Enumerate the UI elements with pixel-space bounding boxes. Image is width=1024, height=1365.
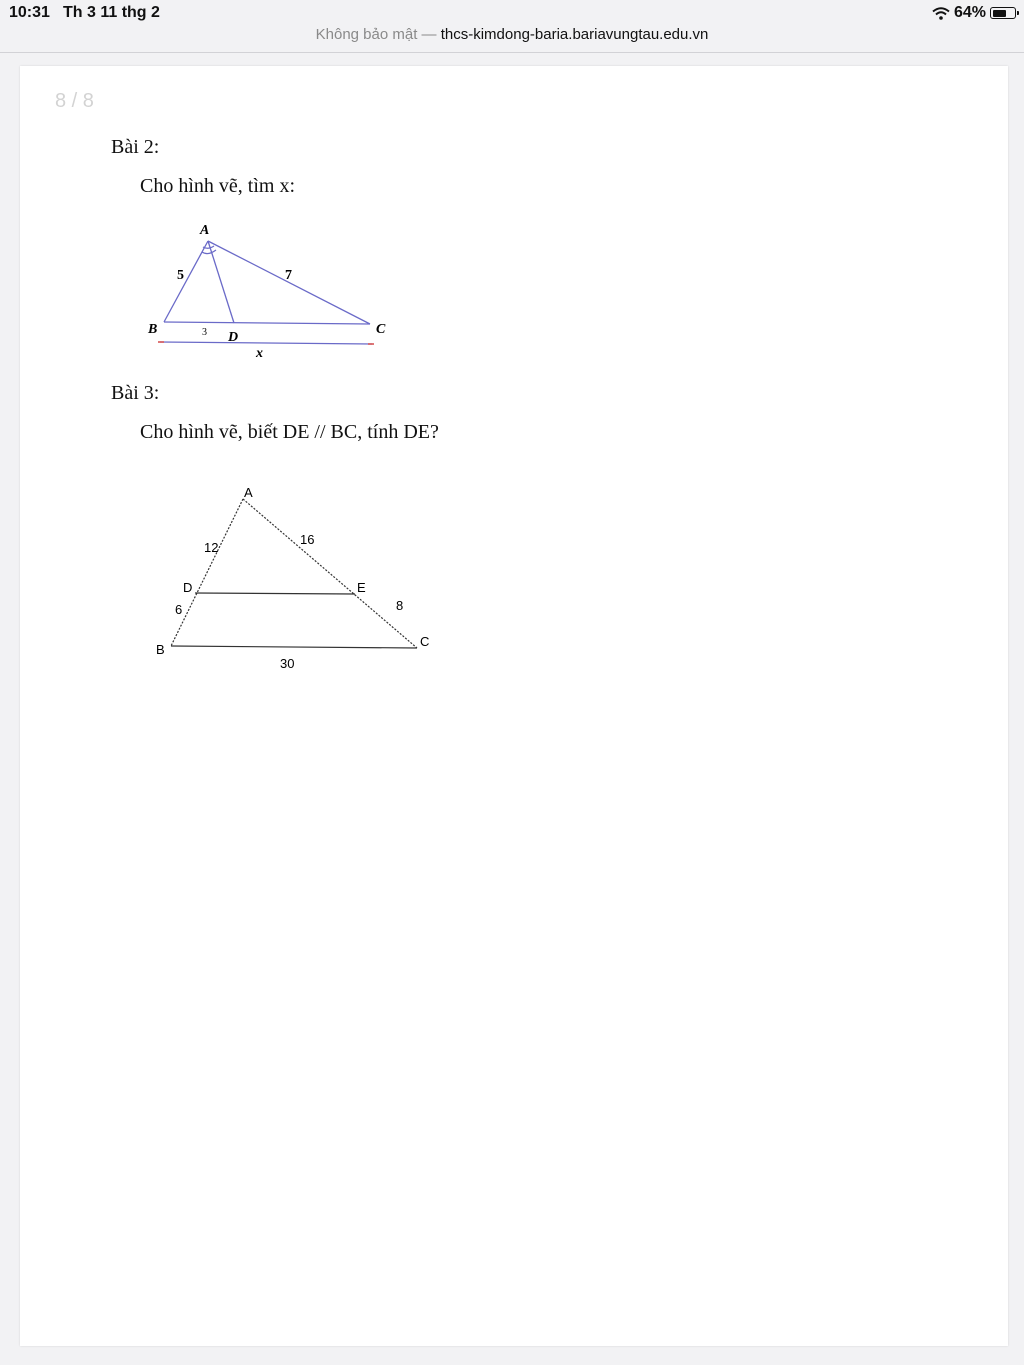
page-counter: 8 / 8 — [55, 90, 94, 112]
label-c: C — [420, 634, 430, 649]
exercise2-figure — [140, 216, 400, 366]
exercise3-figure — [150, 476, 450, 676]
label-bc: 30 — [280, 656, 295, 671]
label-ae: 16 — [300, 532, 315, 547]
label-a: A — [244, 485, 253, 500]
segment-bc — [164, 322, 370, 324]
segment-ab — [164, 241, 208, 322]
segment-ad — [208, 241, 234, 323]
segment-de — [195, 593, 355, 594]
wifi-icon — [932, 7, 950, 20]
status-bar — [0, 0, 1024, 26]
label-ac: 7 — [285, 268, 292, 283]
label-c: C — [376, 322, 386, 337]
security-label: Không bảo mật — [315, 26, 418, 43]
label-ec: 8 — [396, 598, 404, 613]
angle-mark-1 — [202, 250, 216, 254]
label-b: B — [156, 642, 165, 657]
battery-icon — [990, 7, 1016, 19]
label-a: A — [200, 223, 210, 238]
address-bar[interactable] — [0, 26, 1024, 50]
label-ab: 5 — [177, 268, 184, 283]
status-time: 10:31 — [9, 4, 50, 21]
label-b: B — [148, 322, 158, 337]
exercise2-heading: Bài 2: — [111, 136, 160, 158]
label-db: 6 — [175, 602, 183, 617]
measure-line — [160, 342, 372, 344]
battery-percentage: 64% — [953, 4, 986, 21]
status-date: Th 3 11 thg 2 — [63, 4, 160, 21]
exercise3-prompt: Cho hình vẽ, biết DE // BC, tính DE? — [140, 421, 439, 443]
address-separator: — — [421, 26, 437, 43]
label-d: D — [228, 330, 239, 345]
label-d: D — [183, 580, 193, 595]
segment-ac — [243, 499, 417, 648]
exercise2-prompt: Cho hình vẽ, tìm x: — [140, 175, 295, 197]
exercise3-heading: Bài 3: — [111, 382, 160, 404]
address-url[interactable]: thcs-kimdong-baria.bariavungtau.edu.vn — [440, 26, 709, 43]
label-x: x — [256, 346, 263, 361]
toolbar-divider — [0, 52, 1024, 53]
segment-bc — [171, 646, 417, 648]
pdf-page[interactable] — [20, 66, 1008, 1346]
label-ad: 12 — [204, 540, 219, 555]
segment-ab — [171, 499, 243, 646]
status-indicators — [932, 4, 1016, 22]
label-e: E — [357, 580, 366, 595]
label-bd: 3 — [202, 327, 207, 338]
